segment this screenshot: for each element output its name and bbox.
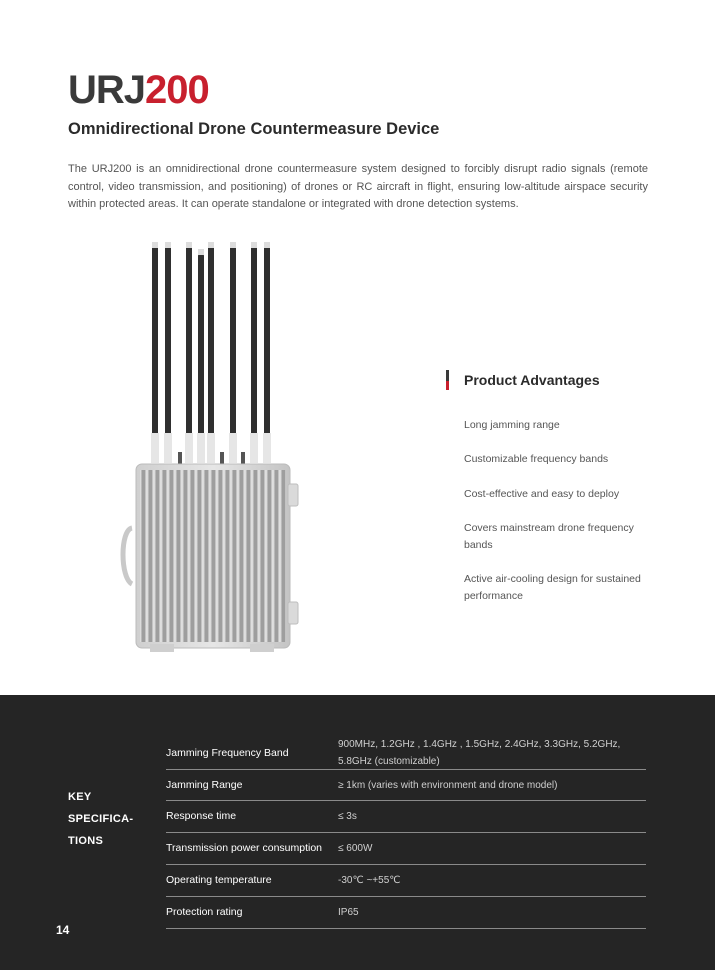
spec-name: Jamming Frequency Band: [166, 746, 289, 759]
spec-row-temperature: [166, 865, 646, 897]
spec-value: -30℃ ~+55℃: [338, 875, 401, 886]
antenna-array: [151, 242, 271, 464]
advantages-heading: [446, 369, 600, 391]
spec-name: Protection rating: [166, 906, 243, 918]
product-title: [68, 66, 209, 114]
advantage-item: Cost-effective and easy to deploy: [464, 488, 620, 500]
spec-value: ≥ 1km (varies with environment and drone model): [338, 779, 558, 791]
key-specifications-label: KEY SPECIFICA- TIONS: [68, 791, 134, 847]
jammer-device-image: [110, 238, 320, 658]
spec-name: Transmission power consumption: [166, 842, 323, 854]
advantage-item: Active air-cooling design for sustained performance: [464, 573, 641, 602]
spec-row-range: [166, 770, 646, 801]
accent-bar: [446, 370, 449, 390]
advantage-item: Long jamming range: [464, 419, 560, 431]
spec-row-power: [166, 833, 646, 865]
product-title-prefix: URJ: [68, 68, 146, 112]
spec-name: Jamming Range: [166, 778, 243, 791]
advantages-title: Product Advantages: [464, 372, 600, 388]
spec-value: ≤ 3s: [338, 811, 357, 822]
advantage-item: Customizable frequency bands: [464, 453, 609, 465]
spec-value: IP65: [338, 907, 359, 918]
spec-value: ≤ 600W: [338, 843, 373, 854]
device-chassis: [123, 464, 298, 652]
spec-name: Response time: [166, 810, 237, 822]
product-title-model: 200: [145, 68, 209, 112]
advantage-item: Covers mainstream drone frequency bands: [464, 522, 634, 551]
spec-name: Operating temperature: [166, 874, 272, 886]
spec-value: 900MHz, 1.2GHz , 1.4GHz , 1.5GHz, 2.4GHz, 3.3GHz, 5.2GHz, 5.8GHz (customizable): [338, 739, 621, 767]
spec-row-response: [166, 801, 646, 833]
product-description: The URJ200 is an omnidirectional drone countermeasure system designed to forcibly disrupt radio signals (remote control, video transmission, and positioning) of drones or RC aircraft in flight, ensuring low-altitude airspace security within protected areas. It can operate standalone or integrated with drone detection systems.: [68, 163, 648, 210]
spec-row-frequency: [166, 737, 646, 770]
spec-row-protection: [166, 897, 646, 929]
product-subtitle: Omnidirectional Drone Countermeasure Device: [68, 120, 440, 138]
page-number: 14: [56, 923, 70, 937]
